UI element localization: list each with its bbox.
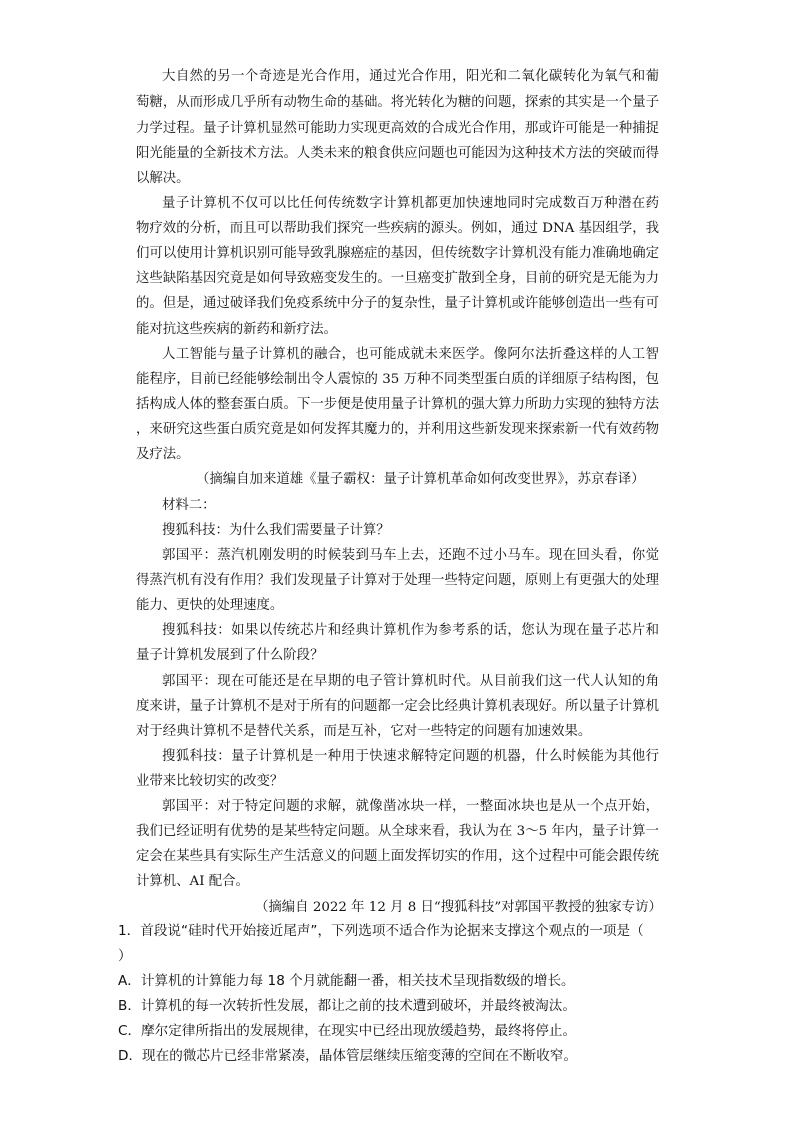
paragraph-line: 物疗效的分析，而且可以帮助我们探究一些疾病的源头。例如，通过 DNA 基因组学，我 (136, 221, 659, 236)
interview-line: 量子计算机发展到了什么阶段？ (136, 648, 324, 663)
option-a: A．计算机的计算能力每 18 个月就能翻一番，相关技术呈现指数级的增长。 (118, 973, 575, 989)
paragraph-line: 阳光能量的全新技术方法。人类未来的粮食供应问题也可能因为这种技术方法的突破而得 (136, 146, 659, 161)
option-b: B．计算机的每一次转折性发展，都让之前的技术遭到破坏，并最终被淘汰。 (118, 998, 576, 1014)
interview-line: 业带来比较切实的改变？ (136, 774, 284, 789)
interview-line: 搜狐科技：量子计算机是一种用于快速求解特定问题的机器，什么时候能为其他行 (162, 749, 659, 764)
paragraph-line: ，来研究这些蛋白质究竟是如何发挥其魔力的，并利用这些新发现来探索新一代有效药物 (136, 422, 659, 437)
interview-line: 郭国平：蒸汽机刚发明的时候装到马车上去，还跑不过小马车。现在回头看，你觉 (162, 548, 659, 563)
paragraph-line: 及疗法。 (136, 447, 190, 462)
paragraph-line: 括构成人体的整套蛋白质。下一步便是使用量子计算机的强大算力所助力实现的独特方法 (136, 397, 659, 412)
paragraph-line: 力学过程。量子计算机显然可能助力实现更高效的合成光合作用，那或许可能是一种捕捉 (136, 121, 659, 136)
interview-line: 郭国平：对于特定问题的求解，就像凿冰块一样，一整面冰块也是从一个点开始， (162, 799, 659, 814)
interview-line: 搜狐科技：如果以传统芯片和经典计算机作为参考系的话，您认为现在量子芯片和 (162, 623, 659, 638)
interview-line: 郭国平：现在可能还是在早期的电子管计算机时代。从目前我们这一代人认知的角 (162, 674, 659, 689)
option-d: D．现在的微芯片已经非常紧凑，晶体管层继续压缩变薄的空间在不断收窄。 (118, 1048, 578, 1064)
paragraph-line: 人工智能与量子计算机的融合，也可能成就未来医学。像阿尔法折叠这样的人工智 (162, 347, 659, 362)
interview-line: 搜狐科技：为什么我们需要量子计算？ (162, 523, 390, 538)
citation: （摘编自 2022 年 12 月 8 日“搜狐科技”对郭国平教授的独家专访） (255, 900, 662, 915)
section-heading: 材料二： (162, 498, 216, 513)
option-c: C．摩尔定律所指出的发展规律，在现实中已经出现放缓趋势，最终将停止。 (118, 1023, 577, 1039)
paragraph-line: 萄糖，从而形成几乎所有动物生命的基础。将光转化为糖的问题，探索的其实是一个量子 (136, 95, 659, 110)
interview-line: 度来讲，量子计算机不是对于所有的问题都一定会比经典计算机表现好。所以量子计算机 (136, 699, 659, 714)
interview-line: 定会在某些具有实际生产生活意义的问题上面发挥切实的作用，这个过程中可能会跟传统 (136, 849, 659, 864)
paragraph-line: 以解决。 (136, 171, 190, 186)
paragraph-line: 这些缺陷基因究竟是如何导致癌变发生的。一旦癌变扩散到全身，目前的研究是无能为力 (136, 271, 659, 286)
paragraph-line: 大自然的另一个奇迹是光合作用，通过光合作用，阳光和二氧化碳转化为氧气和葡 (162, 69, 659, 84)
paragraph-line: 量子计算机不仅可以比任何传统数字计算机都更加快速地同时完成数百万种潜在药 (162, 196, 659, 211)
paragraph-line: 能程序，目前已经能够绘制出令人震惊的 35 万种不同类型蛋白质的详细原子结构图，包 (136, 372, 659, 387)
paragraph-line: 的。但是，通过破译我们免疫系统中分子的复杂性，量子计算机或许能够创造出一些有可 (136, 296, 659, 311)
interview-line: 得蒸汽机有没有作用？我们发现量子计算对于处理一些特定问题，原则上有更强大的处理 (136, 573, 659, 588)
paragraph-line: 们可以使用计算机识别可能导致乳腺癌症的基因，但传统数字计算机没有能力准确地确定 (136, 246, 659, 261)
citation: （摘编自加来道雄《量子霸权：量子计算机革命如何改变世界》，苏京春译） (196, 472, 645, 487)
interview-line: 我们已经证明有优势的是某些特定问题。从全球来看，我认为在 3～5 年内，量子计算一 (136, 824, 659, 839)
question-stem: ） (118, 948, 132, 964)
question-stem: 1．首段说“硅时代开始接近尾声”，下列选项不适合作为论据来支撑这个观点的一项是（ (118, 923, 644, 939)
interview-line: 计算机、AI 配合。 (136, 874, 249, 889)
paragraph-line: 能对抗这些疾病的新药和新疗法。 (136, 322, 337, 337)
interview-line: 能力、更快的处理速度。 (136, 598, 284, 613)
interview-line: 对于经典计算机不是替代关系，而是互补，它对一些特定的问题有加速效果。 (136, 724, 592, 739)
